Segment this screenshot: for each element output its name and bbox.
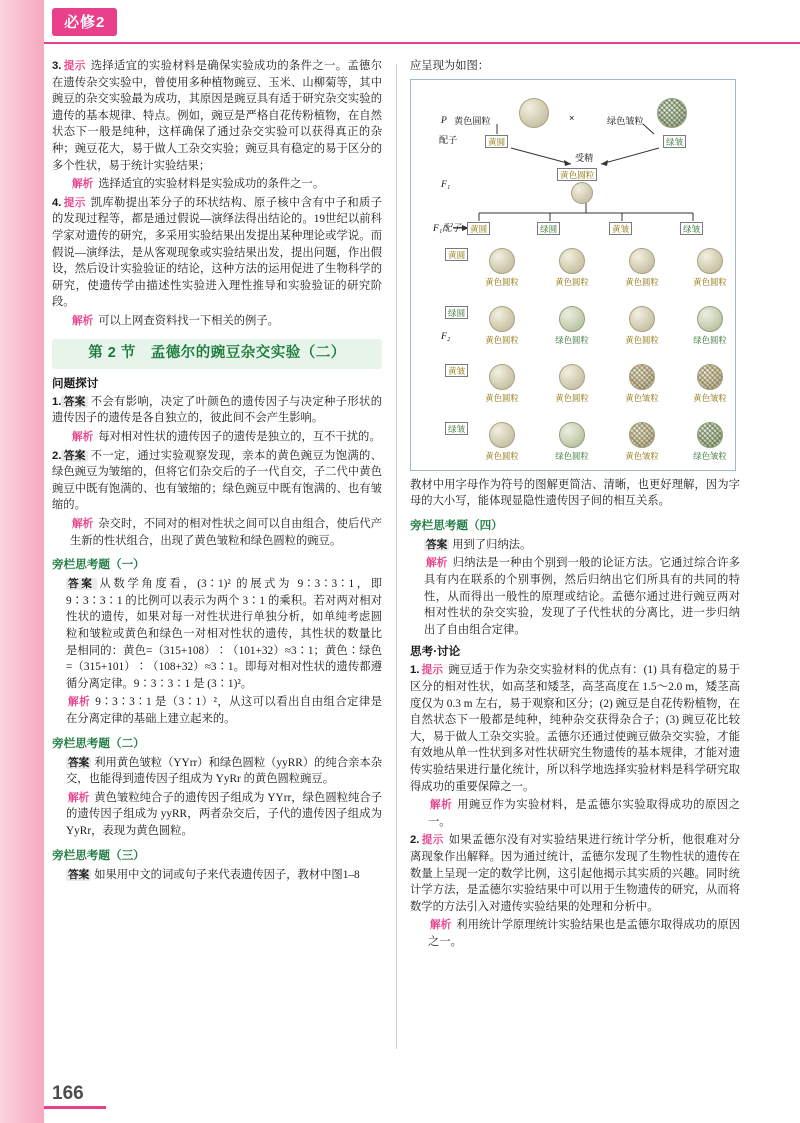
f1-gamete-chip-3: 绿皱 — [680, 222, 703, 235]
page-content — [52, 58, 752, 1078]
explain-tag: 解析 — [426, 557, 448, 570]
pea-parent-yellow-round — [519, 98, 549, 128]
explain-block-3 — [52, 176, 382, 193]
f2-pea-1-1 — [559, 306, 585, 332]
f2-pea-0-0 — [489, 248, 515, 274]
f2-pea-0-1 — [559, 248, 585, 274]
answer-tag: 答案 — [426, 538, 448, 551]
f2-caption-1-3: 绿色圆粒 — [693, 334, 727, 345]
after-diagram-text: 教材中用字母作为符号的图解更简洁、清晰，也更好理解，因为字母的大小写，能体现显隐性遗传因子间的相互关系。 — [410, 478, 740, 508]
item-3-text: 选择适宜的实验材料是确保实验成功的条件之一。孟德尔在遗传杂交实验中，曾使用多种植物豌豆、玉米、山柳菊等，其中豌豆的杂交实验最为成功，其原因是豌豆具有适于研究杂交实验的遗传的基本规律、特点。例如，豌豆是严格自花传粉植物，在自然状态下一般是纯种，这样确保了通过杂交实验可以获得真正的杂种；豌豆花大，易于做人工杂交实验；豌豆具有稳定的易于区分的多个性状，易于统计实验结果； — [52, 60, 382, 172]
think-1-text: 豌豆适于作为杂交实验材料的优点有：(1) 具有稳定的易于区分的相对性状，如高茎和矮茎，高茎高度在 1.5～2.0 m，矮茎高度仅为 0.3 m 左右，易于观察和区分；(2) 豌豆是自花传粉植物，在自然状态下一般都是纯种，纯种杂交获得杂合子；(3) 豌豆花比较大，易于做人工杂交实验。孟德尔还通过使豌豆做杂交实验，才能有效地从单一性状到多对性状研究生物遗传的基本规律，才能对遗传实验结果进行量化统计，所以科学地选择实验材料是科学研究取得成功的重要保障之一。 — [410, 664, 741, 793]
qa-explain-1-text: 每对相对性状的遗传因子的遗传是独立的，互不干扰的。 — [98, 431, 381, 444]
explain-tag: 解析 — [72, 314, 94, 327]
page-left-decor-bar — [0, 0, 44, 1123]
explain-tag: 解析 — [72, 518, 94, 530]
think-number-2: 2. — [410, 834, 420, 847]
f2-pea-2-0 — [489, 364, 515, 390]
f2-row-header-1: 绿圆 — [445, 306, 468, 319]
explain-tag: 解析 — [72, 178, 94, 191]
column-divider — [396, 64, 397, 1049]
f2-caption-1-0: 黄色圆粒 — [485, 334, 519, 345]
side-question-4-head: 旁栏思考题（四） — [410, 518, 503, 532]
section-title: 第 2 节 孟德尔的豌豆杂交实验（二） — [52, 339, 382, 369]
answer-block-4 — [52, 195, 382, 311]
side-q2-explain-text: 黄色皱粒纯合子的遗传因子组成为 YYrr，绿色圆粒纯合子的遗传因子组成为 yyRR，两者杂交后，子代的遗传因子组成为 YyRr，表现为黄色圆粒。 — [66, 791, 383, 837]
qa-2-text: 不一定，通过实验观察发现，亲本的黄色豌豆为饱满的、绿色豌豆为皱缩的，但将它们杂交后的子一代自交，子二代中黄色豌豆中既有饱满的、也有皱缩的；绿色豌豆中既有饱满的、也有皱缩的。 — [52, 449, 382, 512]
diagram-zygote-label: 受精 — [575, 152, 594, 163]
diagram-p-label: P — [441, 114, 447, 126]
side-q3-answer-text: 如果用中文的词或句子来代表遗传因子，教材中图1–8 — [94, 868, 360, 881]
f1-gamete-chip-2: 黄皱 — [609, 222, 632, 235]
answer-tag: 答案 — [68, 868, 90, 881]
left-column — [52, 58, 382, 1058]
diagram-f2-label: F₂ — [441, 330, 451, 342]
book-volume-badge: 必修2 — [52, 8, 117, 36]
page-number: 166 — [52, 1083, 84, 1104]
f1-gamete-chip-1: 绿圆 — [537, 222, 560, 235]
item-4-text: 凯库勒提出苯分子的环状结构、原子核中含有中子和质子的发现过程等，都是通过假说—演绎法得出结论的。19世纪以前科学家对遗传的研究，多采用实验结果出发提出某种理论或学说。而假说—演绎法，是从客观现象或实验结果出发，提出问题，作出假设，然后设计实验验证的结论，这种方法的运用促进了生物科学的研究，使遗传学由描述性实验进入理性推导和实验验证的研究阶段。 — [52, 196, 382, 309]
tip-tag: 提示 — [63, 196, 86, 209]
f2-pea-3-0 — [489, 422, 515, 448]
side-question-4-answer — [410, 537, 740, 554]
answer-block-3 — [52, 58, 382, 174]
side-question-2-answer — [52, 755, 382, 788]
answer-tag: 答案 — [68, 756, 90, 769]
subsection-problem-discussion: 问题探讨 — [52, 376, 99, 390]
side-question-3-head: 旁栏思考题（三） — [52, 848, 145, 862]
f2-pea-3-3 — [697, 422, 723, 448]
answer-tag: 答案 — [68, 578, 95, 591]
subsection-think-discuss: 思考·讨论 — [410, 645, 461, 659]
side-q1-explain-text: 9∶3∶3∶1 是（3∶1）²，从这可以看出自由组合定律是在分离定律的基础上建立起来的。 — [66, 696, 382, 725]
side-question-2-explain — [52, 790, 382, 840]
f2-caption-3-0: 黄色圆粒 — [485, 450, 519, 461]
qa-explain-1 — [52, 429, 382, 446]
think-block-2 — [410, 832, 740, 915]
tip-tag: 提示 — [421, 664, 444, 677]
side-q4-answer-text: 用到了归纳法。 — [452, 538, 532, 551]
f2-caption-2-2: 黄色皱粒 — [625, 392, 659, 403]
diagram-f1-label: F₁ — [441, 178, 451, 190]
explain-tag: 解析 — [72, 431, 94, 444]
f1-gamete-chip-0: 黄圆 — [467, 222, 490, 235]
side-question-3-answer — [52, 867, 382, 884]
answer-tag: 答案 — [63, 449, 86, 462]
f2-pea-2-1 — [559, 364, 585, 390]
side-question-1-answer — [52, 576, 382, 692]
f2-caption-2-0: 黄色圆粒 — [485, 392, 519, 403]
think-2-text: 如果孟德尔没有对实验结果进行统计学分析，他很难对分离现象作出解释。因为通过统计，孟德尔发现了生物性状的遗传在数量上呈现一定的数学比例，这引起他揭示其实质的兴趣。同时统计学方法，是孟德尔实验结果中可以用于生物遗传的研究，从而将数学的方法引入对遗传实验结果的处理和分析中。 — [410, 834, 740, 913]
item-number-3: 3. — [52, 60, 62, 72]
gamete-chip-yellow-round: 黄圆 — [485, 135, 508, 148]
f2-pea-2-3 — [697, 364, 723, 390]
f2-caption-1-1: 绿色圆粒 — [555, 334, 589, 345]
think-explain-2 — [410, 917, 740, 950]
f2-pea-0-3 — [697, 248, 723, 274]
f2-row-header-0: 黄圆 — [445, 248, 468, 261]
think-explain-1 — [410, 797, 740, 830]
pea-f1-yellow-round — [571, 182, 593, 204]
f2-caption-2-1: 黄色圆粒 — [555, 392, 589, 403]
f2-pea-3-1 — [559, 422, 585, 448]
qa-block-1 — [52, 394, 382, 427]
pea-cross-diagram — [410, 79, 736, 471]
page-left-decor-gradient — [0, 0, 44, 1123]
diagram-cross-symbol: × — [569, 112, 575, 123]
f2-caption-0-1: 黄色圆粒 — [555, 276, 589, 287]
think-explain-1-text: 用豌豆作为实验材料，是孟德尔实验取得成功的原因之一。 — [428, 799, 740, 828]
think-number-1: 1. — [410, 664, 420, 677]
diagram-gamete-label: 配子 — [439, 134, 458, 145]
tip-tag: 提示 — [421, 834, 444, 847]
explain-3-text: 选择适宜的实验材料是实验成功的条件之一。 — [98, 178, 325, 191]
f2-pea-1-2 — [629, 306, 655, 332]
diagram-f1-gamete-label: F₁配子 — [433, 222, 462, 234]
qa-1-text: 不会有影响，决定了叶颜色的遗传因子与决定种子形状的遗传因子的遗传是各自独立的，彼此间不会产生影响。 — [52, 395, 382, 425]
side-question-2-head: 旁栏思考题（二） — [52, 736, 145, 750]
side-question-1-explain — [52, 694, 382, 727]
f2-row-header-3: 绿皱 — [445, 422, 468, 435]
page-header — [44, 0, 800, 44]
tip-tag: 提示 — [63, 60, 86, 72]
f2-caption-3-1: 绿色圆粒 — [555, 450, 589, 461]
qa-block-2 — [52, 448, 382, 514]
f1-chip-yellow-round: 黄色圆粒 — [557, 168, 597, 181]
explain-tag: 解析 — [430, 799, 453, 812]
qa-explain-2-text: 杂交时，不同对的相对性状之间可以自由组合，使后代产生新的性状组合，出现了黄色皱粒和绿色圆粒的豌豆。 — [70, 518, 382, 547]
explain-tag: 解析 — [430, 919, 452, 932]
f2-caption-3-3: 绿色皱粒 — [693, 450, 727, 461]
explain-tag: 解析 — [68, 791, 90, 804]
f2-pea-3-2 — [629, 422, 655, 448]
f2-caption-0-2: 黄色圆粒 — [625, 276, 659, 287]
qa-explain-2 — [52, 516, 382, 549]
f2-pea-0-2 — [629, 248, 655, 274]
think-explain-2-text: 利用统计学原理统计实验结果也是孟德尔取得成功的原因之一。 — [428, 919, 740, 948]
f2-caption-3-2: 黄色皱粒 — [625, 450, 659, 461]
f2-row-header-2: 黄皱 — [445, 364, 468, 377]
explain-tag: 解析 — [68, 696, 91, 709]
think-block-1 — [410, 662, 740, 795]
side-q4-explain-text: 归纳法是一种由个别到一般的论证方法。它通过综合许多具有内在联系的个别事例，然后归纳出它们所具有的共同的特性，从而得出一般性的原理或结论。孟德尔通过进行豌豆两对相对性状的杂交实验，发现了子代性状的分离比，进一步归纳出了自由组合定律。 — [424, 557, 740, 636]
explain-4-text: 可以上网查资料找一下相关的例子。 — [98, 314, 279, 327]
qa-number-2: 2. — [52, 449, 62, 462]
f2-caption-0-3: 黄色圆粒 — [693, 276, 727, 287]
item-number-4: 4. — [52, 196, 62, 209]
side-q2-answer-text: 利用黄色皱粒（YYrr）和绿色圆粒（yyRR）的纯合亲本杂交，也能得到遗传因子组成为 YyRr 的黄色圆粒豌豆。 — [66, 756, 382, 786]
qa-number-1: 1. — [52, 395, 62, 408]
pea-parent-green-wrinkled — [657, 98, 687, 128]
diagram-lead-text: 应呈现为如图： — [410, 60, 490, 72]
side-q1-answer-text: 从数学角度看，(3∶1)² 的展式为 9∶3∶3∶1，即 9∶3∶3∶1 的比例可以表示为两个 3∶1 的乘积。若对两对相对性状的遗传，如果对每一对性状进行单独分析，如单纯考虑圆粒和皱粒或黄色和绿色一对相对性状的遗传，其性状的数量比是相同的：黄色=（315+108）∶（101+32）≈3∶1；黄色∶绿色=（315+101）∶（108+32）≈3∶1。即每对相对性状的遗传都遵循分离定律。9∶3∶3∶1 是 (3∶1)²。 — [66, 578, 383, 690]
explain-block-4 — [52, 313, 382, 330]
f2-caption-2-3: 黄色皱粒 — [693, 392, 727, 403]
answer-tag: 答案 — [63, 395, 86, 408]
right-column — [410, 58, 740, 1058]
side-question-4-explain — [410, 555, 740, 638]
f2-pea-1-3 — [697, 306, 723, 332]
side-question-1-head: 旁栏思考题（一） — [52, 558, 145, 572]
diagram-p-right-label: 绿色皱粒 — [607, 115, 644, 126]
gamete-chip-green-wrinkled: 绿皱 — [663, 135, 686, 148]
f2-pea-2-2 — [629, 364, 655, 390]
f2-pea-1-0 — [489, 306, 515, 332]
f2-caption-1-2: 黄色圆粒 — [625, 334, 659, 345]
footer-rule — [44, 1106, 106, 1109]
f2-caption-0-0: 黄色圆粒 — [485, 276, 519, 287]
diagram-p-left-label: 黄色圆粒 — [454, 115, 491, 126]
